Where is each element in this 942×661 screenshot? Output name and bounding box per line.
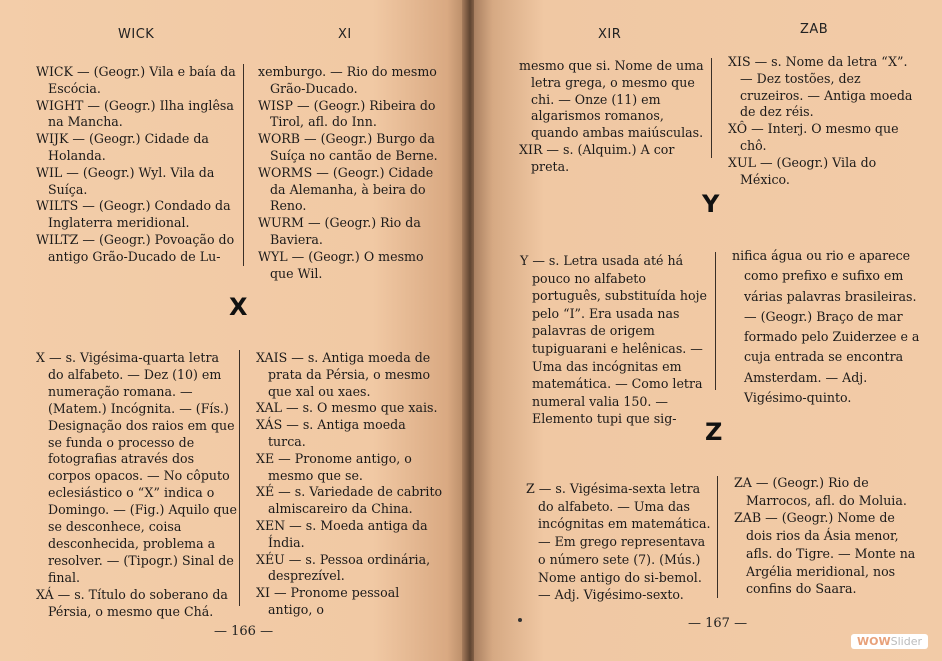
- entry: WILTS — (Geogr.) Condado da Inglaterra meridional.: [36, 198, 231, 231]
- watermark-part: Slider: [890, 635, 922, 648]
- page-number: — 166 —: [214, 624, 274, 639]
- page-number: — 167 —: [688, 616, 748, 631]
- column-divider: [715, 252, 716, 390]
- entry: XEN — s. Moeda antiga da Índia.: [256, 517, 428, 550]
- entry: nifica água ou rio e aparece como prefixo e sufixo em várias palavras brasileiras. — (Geogr.) Braço de mar formado pelo Zuiderzee e a cuja entrada se encontra Amsterdam. — Adj. Vigésimo-quinto.: [732, 248, 920, 406]
- entry: WIL — (Geogr.) Wyl. Vila da Suíça.: [36, 164, 215, 197]
- column: [519, 58, 707, 176]
- column-divider: [239, 350, 240, 606]
- column-divider: [717, 476, 718, 598]
- entry: ZAB — (Geogr.) Nome de dois rios da Ásia menor, afls. do Tigre. — Monte na Argélia meridional, nos confins do Saara.: [734, 510, 916, 597]
- entry: WILTZ — (Geogr.) Povoação do antigo Grão-Ducado de Lu-: [36, 231, 235, 264]
- entry: XÁ — s. Título do soberano da Pérsia, o mesmo que Chá.: [36, 586, 228, 619]
- column: [36, 350, 238, 621]
- entry: WIGHT — (Geogr.) Ilha inglêsa na Mancha.: [36, 97, 234, 130]
- running-header-right: ZAB: [800, 22, 829, 37]
- entry: XAIS — s. Antiga moeda de prata da Pérsia, o mesmo que xal ou xaes.: [256, 350, 431, 399]
- entry: ZA — (Geogr.) Rio de Marrocos, afl. do Moluia.: [734, 475, 907, 508]
- section-letter: X: [229, 293, 248, 321]
- entry: XIR — s. (Alquim.) A cor preta.: [519, 141, 675, 174]
- entry: WYL — (Geogr.) O mesmo que Wil.: [258, 248, 424, 281]
- entry: XUL — (Geogr.) Vila do México.: [728, 154, 877, 187]
- entry: X — s. Vigésima-quarta letra do alfabeto. — Dez (10) em numeração romana. — (Matem.) Incógnita. — (Fís.) Designação dos raios em que se funda o processo de fotografias através dos corpos opacos. — No côputo eclesiástico o “X” indica o Domingo. — (Fig.) Aquilo que se desconhece, coisa desconhecida, problema a resolver. — (Tipogr.) Sinal de final.: [36, 350, 237, 585]
- column: [520, 252, 713, 428]
- section-letter: Y: [702, 190, 720, 218]
- entry: XE — Pronome antigo, o mesmo que se.: [256, 450, 412, 483]
- left-page: [0, 0, 466, 661]
- column-divider: [711, 58, 712, 158]
- entry: mesmo que si. Nome de uma letra grega, o mesmo que chi. — Onze (11) em algarismos romanos, quando ambas maiúsculas.: [519, 58, 704, 141]
- entry: XAL — s. O mesmo que xais.: [256, 400, 438, 416]
- entry: xemburgo. — Rio do mesmo Grão-Ducado.: [258, 64, 437, 96]
- column: [728, 54, 922, 188]
- column-divider: [243, 64, 244, 266]
- watermark-part: WOW: [857, 635, 891, 648]
- section-letter: Z: [705, 418, 723, 446]
- entry: WICK — (Geogr.) Vila e baía da Escócia.: [36, 64, 236, 96]
- watermark-badge: [851, 634, 928, 649]
- entry: WIJK — (Geogr.) Cidade da Holanda.: [36, 131, 209, 163]
- running-header-right: XI: [338, 27, 352, 42]
- entry: WORB — (Geogr.) Burgo da Suíça no cantão de Berne.: [258, 131, 438, 163]
- paper-speck: [518, 618, 522, 622]
- column: [258, 64, 446, 282]
- entry: XÁS — s. Antiga moeda turca.: [256, 417, 406, 449]
- running-header-left: XIR: [598, 27, 622, 42]
- entry: Z — s. Vigésima-sexta letra do alfabeto. — Uma das incógnitas em matemática. — Em grego representava o número sete (7). (Mús.) Nome antigo do si-bemol. — Adj. Vigésimo-sexto.: [526, 481, 711, 603]
- entry: Y — s. Letra usada até há pouco no alfabeto português, substituída hoje pelo “I”. Era usada nas palavras de origem tupiguarani e helênicas. — Uma das incógnitas em matemática. — Como letra numeral valia 150. — Elemento tupi que sig-: [520, 253, 707, 427]
- column: [526, 480, 715, 604]
- entry: XIS — s. Nome da letra “X”. — Dez tostões, dez cruzeiros. — Antiga moeda de dez réis.: [728, 54, 913, 120]
- column: [732, 246, 922, 408]
- right-page: [474, 0, 942, 661]
- column: [256, 350, 446, 619]
- column: [36, 64, 238, 266]
- entry: XÉ — s. Variedade de cabrito almiscareiro da China.: [256, 484, 443, 517]
- entry: WORMS — (Geogr.) Cidade da Alemanha, à beira do Reno.: [258, 164, 434, 214]
- entry: XI — Pronome pessoal antigo, o: [256, 585, 400, 617]
- running-header-left: WICK: [118, 27, 155, 42]
- entry: WISP — (Geogr.) Ribeira do Tirol, afl. do Inn.: [258, 97, 436, 130]
- entry: XÉU — s. Pessoa ordinária, desprezível.: [256, 551, 431, 584]
- column: [734, 474, 924, 598]
- entry: WURM — (Geogr.) Rio da Baviera.: [258, 215, 421, 247]
- entry: XÔ — Interj. O mesmo que chô.: [728, 121, 899, 153]
